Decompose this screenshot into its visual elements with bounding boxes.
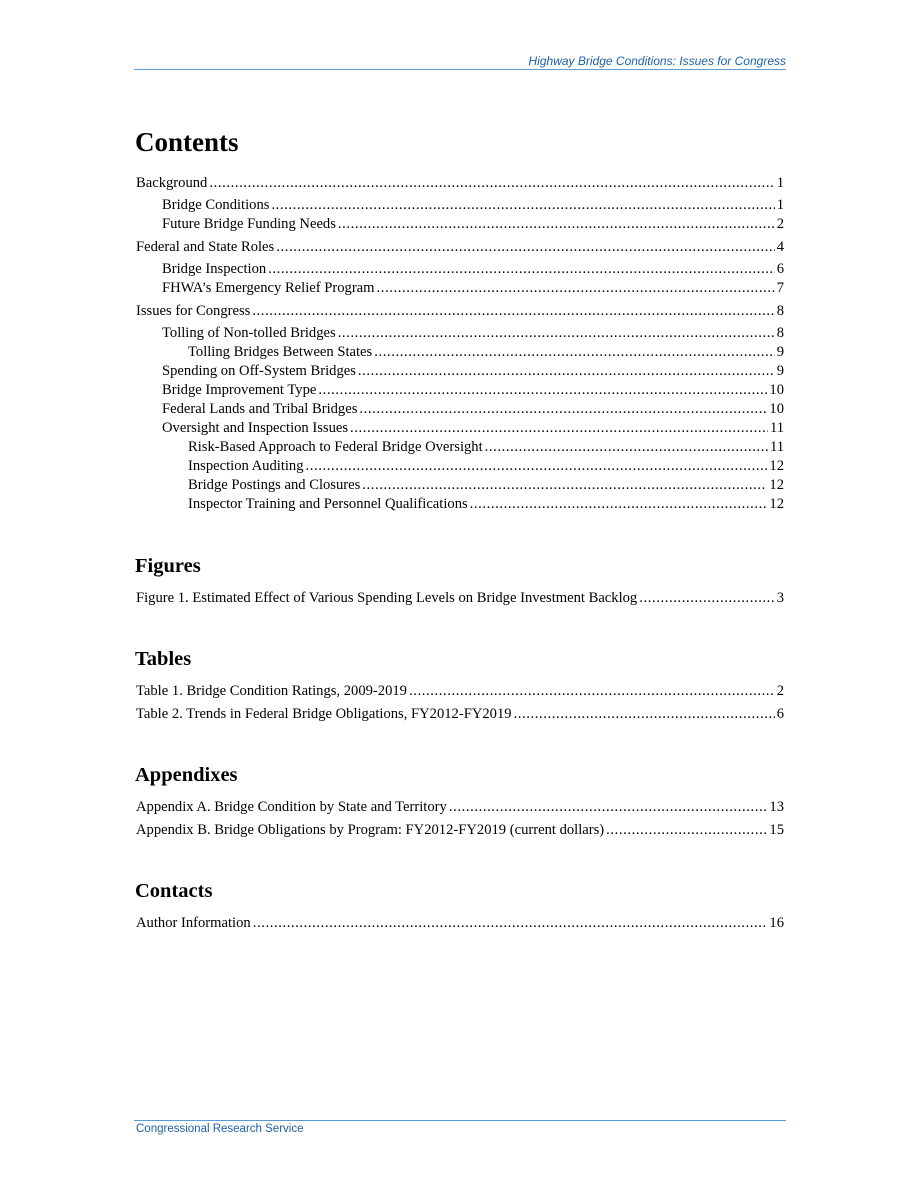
toc-entry-table-2[interactable]: Table 2. Trends in Federal Bridge Obligations, FY2012-FY2019 ..... 6 — [136, 705, 784, 724]
appendixes-heading: Appendixes — [135, 764, 238, 786]
running-footer: Congressional Research Service — [136, 1123, 304, 1135]
toc-entry-inspector-training[interactable]: Inspector Training and Personnel Qualifications ..... 12 — [188, 495, 784, 514]
toc-entry-federal-lands-tribal-bridges[interactable]: Federal Lands and Tribal Bridges ..... 10 — [162, 400, 784, 419]
toc-entry-risk-based-approach[interactable]: Risk-Based Approach to Federal Bridge Oversight ..... 11 — [188, 438, 784, 457]
contacts-heading: Contacts — [135, 880, 213, 902]
toc-entry-bridge-postings-closures[interactable]: Bridge Postings and Closures ..... 12 — [188, 476, 784, 495]
toc-entry-future-bridge-funding-needs[interactable]: Future Bridge Funding Needs ..... 2 — [162, 215, 784, 234]
footer-divider — [134, 1120, 786, 1121]
toc-entry-figure-1[interactable]: Figure 1. Estimated Effect of Various Spending Levels on Bridge Investment Backlog ..... 3 — [136, 589, 784, 608]
toc-entry-appendix-b[interactable]: Appendix B. Bridge Obligations by Program: FY2012-FY2019 (current dollars) ..... 15 — [136, 821, 784, 840]
toc-entry-bridge-inspection[interactable]: Bridge Inspection ..... 6 — [162, 260, 784, 279]
running-header: Highway Bridge Conditions: Issues for Congress — [528, 54, 786, 68]
toc-entry-appendix-a[interactable]: Appendix A. Bridge Condition by State and Territory ..... 13 — [136, 798, 784, 817]
toc-entry-author-information[interactable]: Author Information ..... 16 — [136, 914, 784, 933]
header-divider — [134, 69, 786, 70]
contents-heading: Contents — [135, 127, 239, 157]
toc-entry-federal-and-state-roles[interactable]: Federal and State Roles ..... 4 — [136, 238, 784, 257]
toc-entry-bridge-improvement-type[interactable]: Bridge Improvement Type ..... 10 — [162, 381, 784, 400]
toc-entry-tolling-non-tolled-bridges[interactable]: Tolling of Non-tolled Bridges ..... 8 — [162, 324, 784, 343]
toc-entry-issues-for-congress[interactable]: Issues for Congress ..... 8 — [136, 302, 784, 321]
toc-entry-emergency-relief-program[interactable]: FHWA’s Emergency Relief Program ..... 7 — [162, 279, 784, 298]
toc-entry-inspection-auditing[interactable]: Inspection Auditing ..... 12 — [188, 457, 784, 476]
figures-heading: Figures — [135, 555, 201, 577]
toc-entry-oversight-inspection-issues[interactable]: Oversight and Inspection Issues ..... 11 — [162, 419, 784, 438]
toc-entry-tolling-bridges-between-states[interactable]: Tolling Bridges Between States ..... 9 — [188, 343, 784, 362]
toc-entry-table-1[interactable]: Table 1. Bridge Condition Ratings, 2009-2019 ..... 2 — [136, 682, 784, 701]
toc-entry-background[interactable]: Background ..... 1 — [136, 174, 784, 193]
tables-heading: Tables — [135, 648, 192, 670]
toc-entry-off-system-bridges[interactable]: Spending on Off-System Bridges ..... 9 — [162, 362, 784, 381]
toc-entry-bridge-conditions[interactable]: Bridge Conditions ..... 1 — [162, 196, 784, 215]
